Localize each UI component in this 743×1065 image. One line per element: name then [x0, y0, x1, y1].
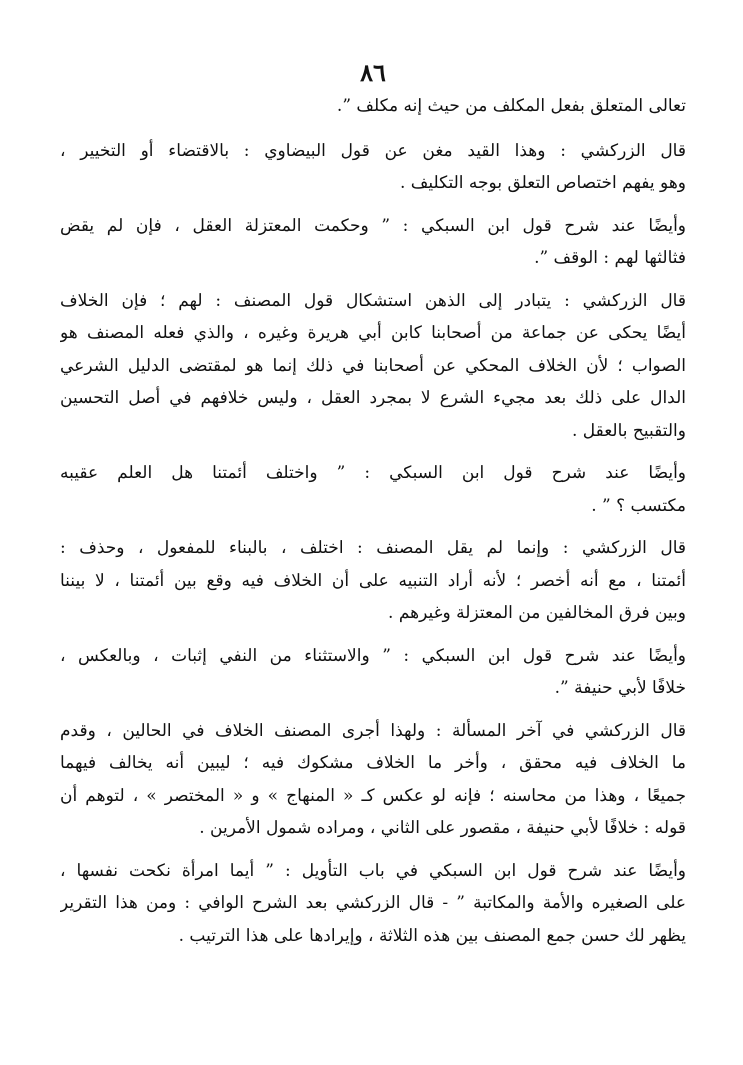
text-line: وهو يفهم اختصاص التعلق بوجه التكليف . — [399, 173, 686, 193]
text-line: فثالثها لهم : الوقف ”. — [534, 248, 686, 268]
text-line: خلافًا لأبي حنيفة ”. — [554, 678, 686, 698]
paragraph-1 — [60, 90, 686, 123]
text-line: قوله : خلافًا لأبي حنيفة ، مقصور على الثاني ، ومراده شمول الأمرين . — [199, 818, 686, 838]
text-line: قال الزركشي : وإنما لم يقل المصنف : اختلف ، بالبناء للمفعول ، وحذف : — [60, 538, 686, 558]
paragraph-9 — [60, 855, 686, 953]
paragraph-6 — [60, 532, 686, 630]
text-line: يظهر لك حسن جمع المصنف بين هذه الثلاثة ، وإيرادها على هذا الترتيب . — [178, 925, 686, 946]
book-page — [60, 58, 686, 962]
text-line: على الصغيره والأمة والمكاتبة ” - قال الزركشي بعد الشرح الوافي : ومن هذا التقرير — [60, 893, 686, 913]
paragraph-4 — [60, 285, 686, 448]
text-line: والتقبيح بالعقل . — [571, 420, 686, 441]
text-line: وأيضًا عند شرح قول ابن السبكي في باب التأويل : ” أيما امرأة نكحت نفسها ، — [60, 860, 686, 881]
text-line: وأيضًا عند شرح قول ابن السبكي : ” واختلف أئمتنا هل العلم عقيبه — [60, 463, 686, 483]
text-line: أئمتنا ، مع أنه أخصر ؛ لأنه أراد التنبيه على أن الخلاف فيه وقع بين أئمتنا ، لا بيننا — [60, 570, 686, 591]
page-number: ٨٦ — [360, 58, 386, 87]
paragraph-2 — [60, 135, 686, 200]
paragraph-8 — [60, 715, 686, 845]
text-line: وأيضًا عند شرح قول ابن السبكي : ” وحكمت المعتزلة العقل ، فإن لم يقض — [60, 215, 686, 236]
text-line: قال الزركشي : وهذا القيد مغن عن قول البيضاوي : بالاقتضاء أو التخيير ، — [60, 140, 686, 161]
text-line: ما الخلاف فيه محقق ، وأخر ما الخلاف مشكوك فيه ؛ ليبين أنه يخالف فيهما — [60, 753, 686, 773]
text-line: تعالى المتعلق بفعل المكلف من حيث إنه مكلف ”. — [336, 96, 686, 116]
text-line: وبين فرق المخالفين من المعتزلة وغيرهم . — [388, 603, 686, 623]
text-line: أيضًا يحكى عن جماعة من أصحابنا كابن أبي هريرة وغيره ، والذي فعله المصنف هو — [60, 323, 686, 343]
paragraph-5 — [60, 457, 686, 522]
text-line: قال الزركشي في آخر المسألة : ولهذا أجرى المصنف الخلاف في الحالين ، وقدم — [60, 720, 686, 741]
text-line: قال الزركشي : يتبادر إلى الذهن استشكال قول المصنف : لهم ؛ فإن الخلاف — [60, 290, 686, 311]
paragraph-3 — [60, 210, 686, 275]
text-line: الصواب ؛ لأن الخلاف المحكي عن أصحابنا في ذلك إنما هو لمقتضى الدليل الشرعي — [60, 355, 686, 376]
paragraph-7 — [60, 640, 686, 705]
text-line: الدال على ذلك بعد مجيء الشرع لا بمجرد العقل ، وليس خلافهم في أصل التحسين — [60, 388, 686, 408]
text-line: جميعًا ، وهذا من محاسنه ؛ فإنه لو عكس كـ « المنهاج » و « المختصر » ، لتوهم أن — [60, 785, 686, 806]
text-line: مكتسب ؟ ” . — [591, 495, 686, 516]
text-line: وأيضًا عند شرح قول ابن السبكي : ” والاستثناء من النفي إثبات ، وبالعكس ، — [60, 645, 686, 666]
